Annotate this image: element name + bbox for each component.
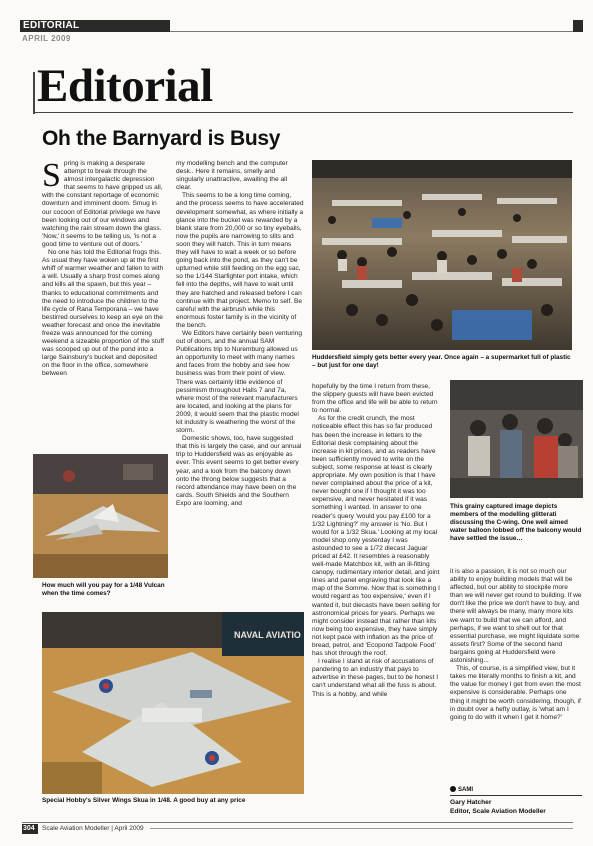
signature-name: Gary Hatcher <box>450 799 492 806</box>
paragraph: Domestic shows, too, have suggested that this is largely the case, and our annual trip to Huddersfield was as enjoyable as ever. This event seems to get better every year, and a look from the balcony down onto the throng below suggests that a record attendance may have been on the cards. South Shields and the Southern Expo are looming, and <box>176 435 302 507</box>
footer-rule <box>22 822 573 823</box>
footer-rule-right <box>150 828 573 829</box>
page-title: Editorial <box>37 60 213 112</box>
paragraph: I realise I stand at risk of accusations of pandering to an industry that pays to advertise in these pages, but to be honest I can't understand what all the fuss is about. This is a hobby, and while <box>312 658 439 698</box>
article-column-2 <box>176 160 304 508</box>
paragraph: pring is making a desperate attempt to break through the almost intergalactic depression that seems to have gripped us all, with the constant reportage of economic downturn and imminent doom. Smug in our cocoon of Editorial privilege we have been looking out of our windows and watching the rain stream down the glass. 'Now,' it seems to be telling us, 'is not a good time to venture out of doors.' <box>42 160 163 248</box>
paragraph: it is also a passion, it is not so much our ability to enjoy building models that will be affected, but our ability to stockpile more than we will never get round to building. If we don't like the price we don't have to buy, and there will always be many, many more kits we want to build that we can afford, and perhaps, if we want to shell out for that essential purchase, we might liquidate some assets first? Some of the second hand bargains going at Huddersfield were astonishing... <box>450 568 582 665</box>
title-rule-vertical <box>33 72 35 114</box>
paragraph: my modelling bench and the computer desk.. Here it remains, smelly and singularly unattractive, awaiting the all clear. <box>176 160 288 192</box>
signature-rule <box>450 795 582 796</box>
caption-crowd: Huddersfield simply gets better every year. Once again – a supermarket full of plastic – but just for one day! <box>312 354 571 369</box>
photo-skua-model <box>42 612 304 794</box>
signature-title: Editor, Scale Aviation Modeller <box>450 808 546 815</box>
header-rule <box>170 31 573 32</box>
article-headline: Oh the Barnyard is Busy <box>42 127 281 150</box>
sami-sign-off <box>450 786 473 793</box>
sami-label: SAMI <box>458 787 473 793</box>
page-number: 304 <box>23 825 35 832</box>
caption-glitterati: This grainy captured image depicts members of the modelling glitterati discussing the C-wing. One well aimed water balloon lobbed off the balcony would have settled the issue… <box>450 503 582 542</box>
section-label: EDITORIAL <box>23 20 80 31</box>
issue-date: APRIL 2009 <box>22 34 71 43</box>
drop-cap: S <box>42 157 61 194</box>
paragraph: This, of course, is a simplified view, but it takes me literally months to finish a kit, and the value for money I get from even the most expensive is considerable. Perhaps one thing it might be worth considering, though, if in doubt over a hefty outlay, is 'what am I going to do with it when I get it home?' <box>450 665 581 721</box>
caption-skua: Special Hobby's Silver Wings Skua in 1/48. A good buy at any price <box>42 797 246 804</box>
paragraph: No one has told the Editorial frogs this. As usual they have woken up at the first whiff of warmer weather and fallen to with a will. Usually a sharp frost comes along and kills all the spawn, but this year – thanks to educational commitments and the need to introduce the children to the life cycle of Rana Temporana – we have bestirred ourselves to keep an eye on the weather forecast and once the inevitable freeze was announced for the coming weekend a sizeable proportion of the stuff was scooped up out of the pond into a large Sainsbury's bucket and deposited on the floor in the office, somewhere between <box>42 249 164 378</box>
paragraph: hopefully by the time I return from these, the slippery guests will have been evicted from the office and life will be able to return to normal. <box>312 383 438 415</box>
caption-vulcan: How much will you pay for a 1/48 Vulcan when the time comes? <box>42 582 165 597</box>
photo-glitterati <box>450 380 583 498</box>
paragraph: We Editors have certainly been venturing out of doors, and the annual SAM Publications trip to Nuremburg allowed us an opportunity to meet with many names and faces from the hobby and see how business was from their point of view. There was certainly little evidence of pessimism throughout Halls 7 and 7a, where most of the relevant manufacturers are located, and looking at the plans for 2009, it would seem that the plastic model kit industry is weathering the worst of the storm. <box>176 329 303 435</box>
article-column-1 <box>42 157 166 379</box>
title-rule <box>33 112 573 113</box>
paragraph: This seems to be a long time coming, and the process seems to have accelerated development somewhat, as where initially a glance into the bucket was rewarded by a blank stare from 20,000 or so tiny eyeballs, now the pupils are narrowing to slits and soon they will hatch. This in turn means they will have to wait a week or so before going back into the pond, as they can't be upturned while still feeding on the egg sac, so the 1/144 Starfighter port intake, which fell into the depths, will have to wait until they are hatched and released before I can continue with that project. Memo to self. Be careful with the airbrush while this enormous foster family is in the vicinity of the bench. <box>176 192 304 329</box>
photo-vulcan-model <box>33 454 168 578</box>
photo-banner-text: NAVAL AVIATIO <box>234 630 301 640</box>
article-column-4 <box>450 568 582 722</box>
paragraph: As for the credit crunch, the most noticeable effect this has so far produced has been the increase in letters to the Editorial desk complaining about the increase in kit prices, and as readers have been sufficiently moved to write on the subject, some response at least is clearly appropriate. My own position is that I have never complained about the price of a kit, never bought one if I thought it was too expensive, and never hesitated if it was something I wanted. In answer to one reader's query 'would you pay £100 for a 1/32 Lightning?' my answer is 'No. But I would for a 1/32 Skua.' Looking at my local model shop only yesterday I was astounded to see a 1/72 diecast Jaguar priced at £42. It resembles a reasonably well-made Matchbox kit, with an ill-fitting canopy, rudimentary interior detail, and joint lines and panel engraving that look like a map of the Somme. Now that is something I would regard as 'too expensive,' even if I wanted it, but diecasts have been selling for astronomical prices for years. Perhaps we might consider instead that rather than kits now being too expensive, they have simply not kept pace with inflation as the price of bread, petrol, and 'Ecopond Tadpole Food' has shot through the roof. <box>312 415 440 658</box>
section-tab-end <box>573 20 583 32</box>
bullet-icon <box>450 786 456 792</box>
footer-publication: Scale Aviation Modeller | April 2009 <box>42 825 144 832</box>
article-column-3 <box>312 383 440 699</box>
section-tab <box>20 20 170 32</box>
photo-show-crowd <box>312 160 572 350</box>
